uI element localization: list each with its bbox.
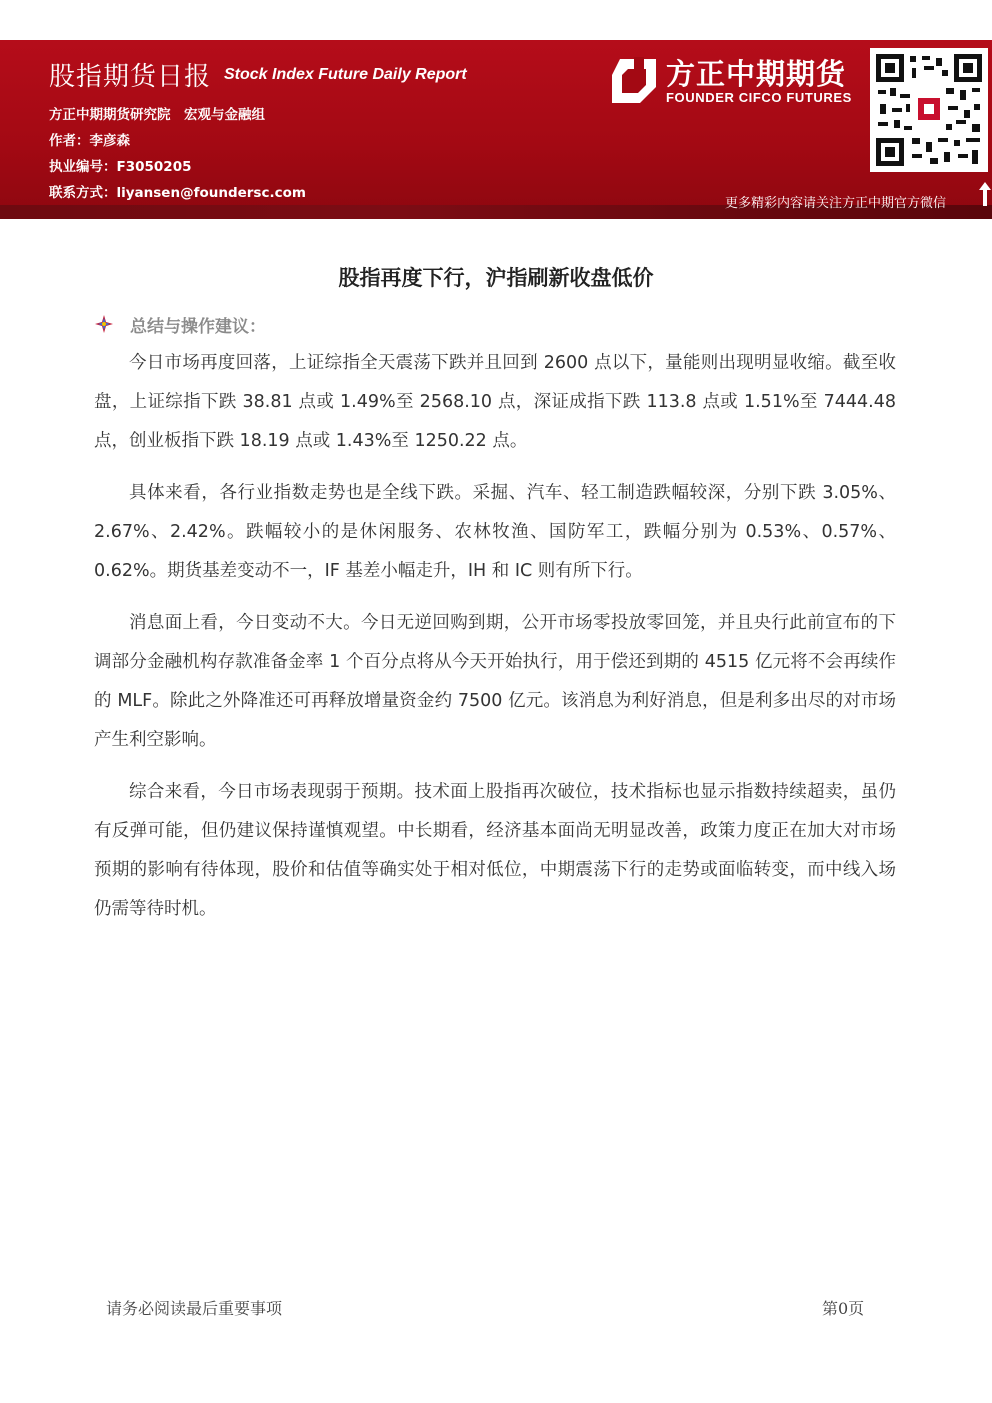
report-title-en: Stock Index Future Daily Report <box>224 66 467 83</box>
paragraph-sector-performance: 具体来看，各行业指数走势也是全线下跌。采掘、汽车、轻工制造跌幅较深，分别下跌 3.05%、2.67%、2.42%。跌幅较小的是休闲服务、农林牧渔、国防军工，跌幅分别为 0.53%、0.57%、0.62%。期货基差变动不一，IF 基差小幅走升，IH 和 IC 则有所下行。 <box>94 483 896 581</box>
logo-text-cn: 方正中期期货 <box>666 57 847 91</box>
founder-logo-icon <box>610 57 658 105</box>
institute-line: 方正中期期货研究院 宏观与金融组 <box>49 107 265 123</box>
logo-text-en: FOUNDER CIFCO FUTURES <box>666 90 852 105</box>
license-line: 执业编号：F3050205 <box>49 159 192 175</box>
qr-code-icon[interactable] <box>870 48 988 172</box>
contact-line[interactable]: 联系方式：liyansen@foundersc.com <box>49 185 306 201</box>
footer-notice: 请务必阅读最后重要事项 <box>106 1299 283 1318</box>
report-title-cn: 股指期货日报 <box>49 62 212 92</box>
section-heading: 总结与操作建议： <box>130 317 266 337</box>
page-number: 第0页 <box>822 1299 865 1318</box>
paragraph-market-summary: 今日市场再度回落，上证综指全天震荡下跌并且回到 2600 点以下，量能则出现明显收缩。截至收盘，上证综指下跌 38.81 点或 1.49%至 2568.10 点，深证成指下跌 113.8 点或 1.51%至 7444.48 点，创业板指下跌 18.19 点或 1.43%至 1250.22 点。 <box>94 353 896 451</box>
arrow-up-icon <box>979 182 991 206</box>
paragraph-news: 消息面上看，今日变动不大。今日无逆回购到期，公开市场零投放零回笼，并且央行此前宣布的下调部分金融机构存款准备金率 1 个百分点将从今天开始执行，用于偿还到期的 4515 亿元将不会再续作的 MLF。除此之外降准还可再释放增量资金约 7500 亿元。该消息为利好消息，但是利多出尽的对市场产生利空影响。 <box>94 613 896 750</box>
author-line: 作者：李彦森 <box>49 133 130 149</box>
paragraph-outlook: 综合来看，今日市场表现弱于预期。技术面上股指再次破位，技术指标也显示指数持续超卖，虽仍有反弹可能，但仍建议保持谨慎观望。中长期看，经济基本面尚无明显改善，政策力度正在加大对市场预期的影响有待体现，股价和估值等确实处于相对低位，中期震荡下行的走势或面临转变，而中线入场仍需等待时机。 <box>94 782 896 919</box>
document-title: 股指再度下行，沪指刷新收盘低价 <box>338 266 654 290</box>
section-bullet-icon <box>94 314 114 334</box>
wechat-follow-text: 更多精彩内容请关注方正中期官方微信 <box>725 196 947 211</box>
report-body <box>94 344 896 929</box>
